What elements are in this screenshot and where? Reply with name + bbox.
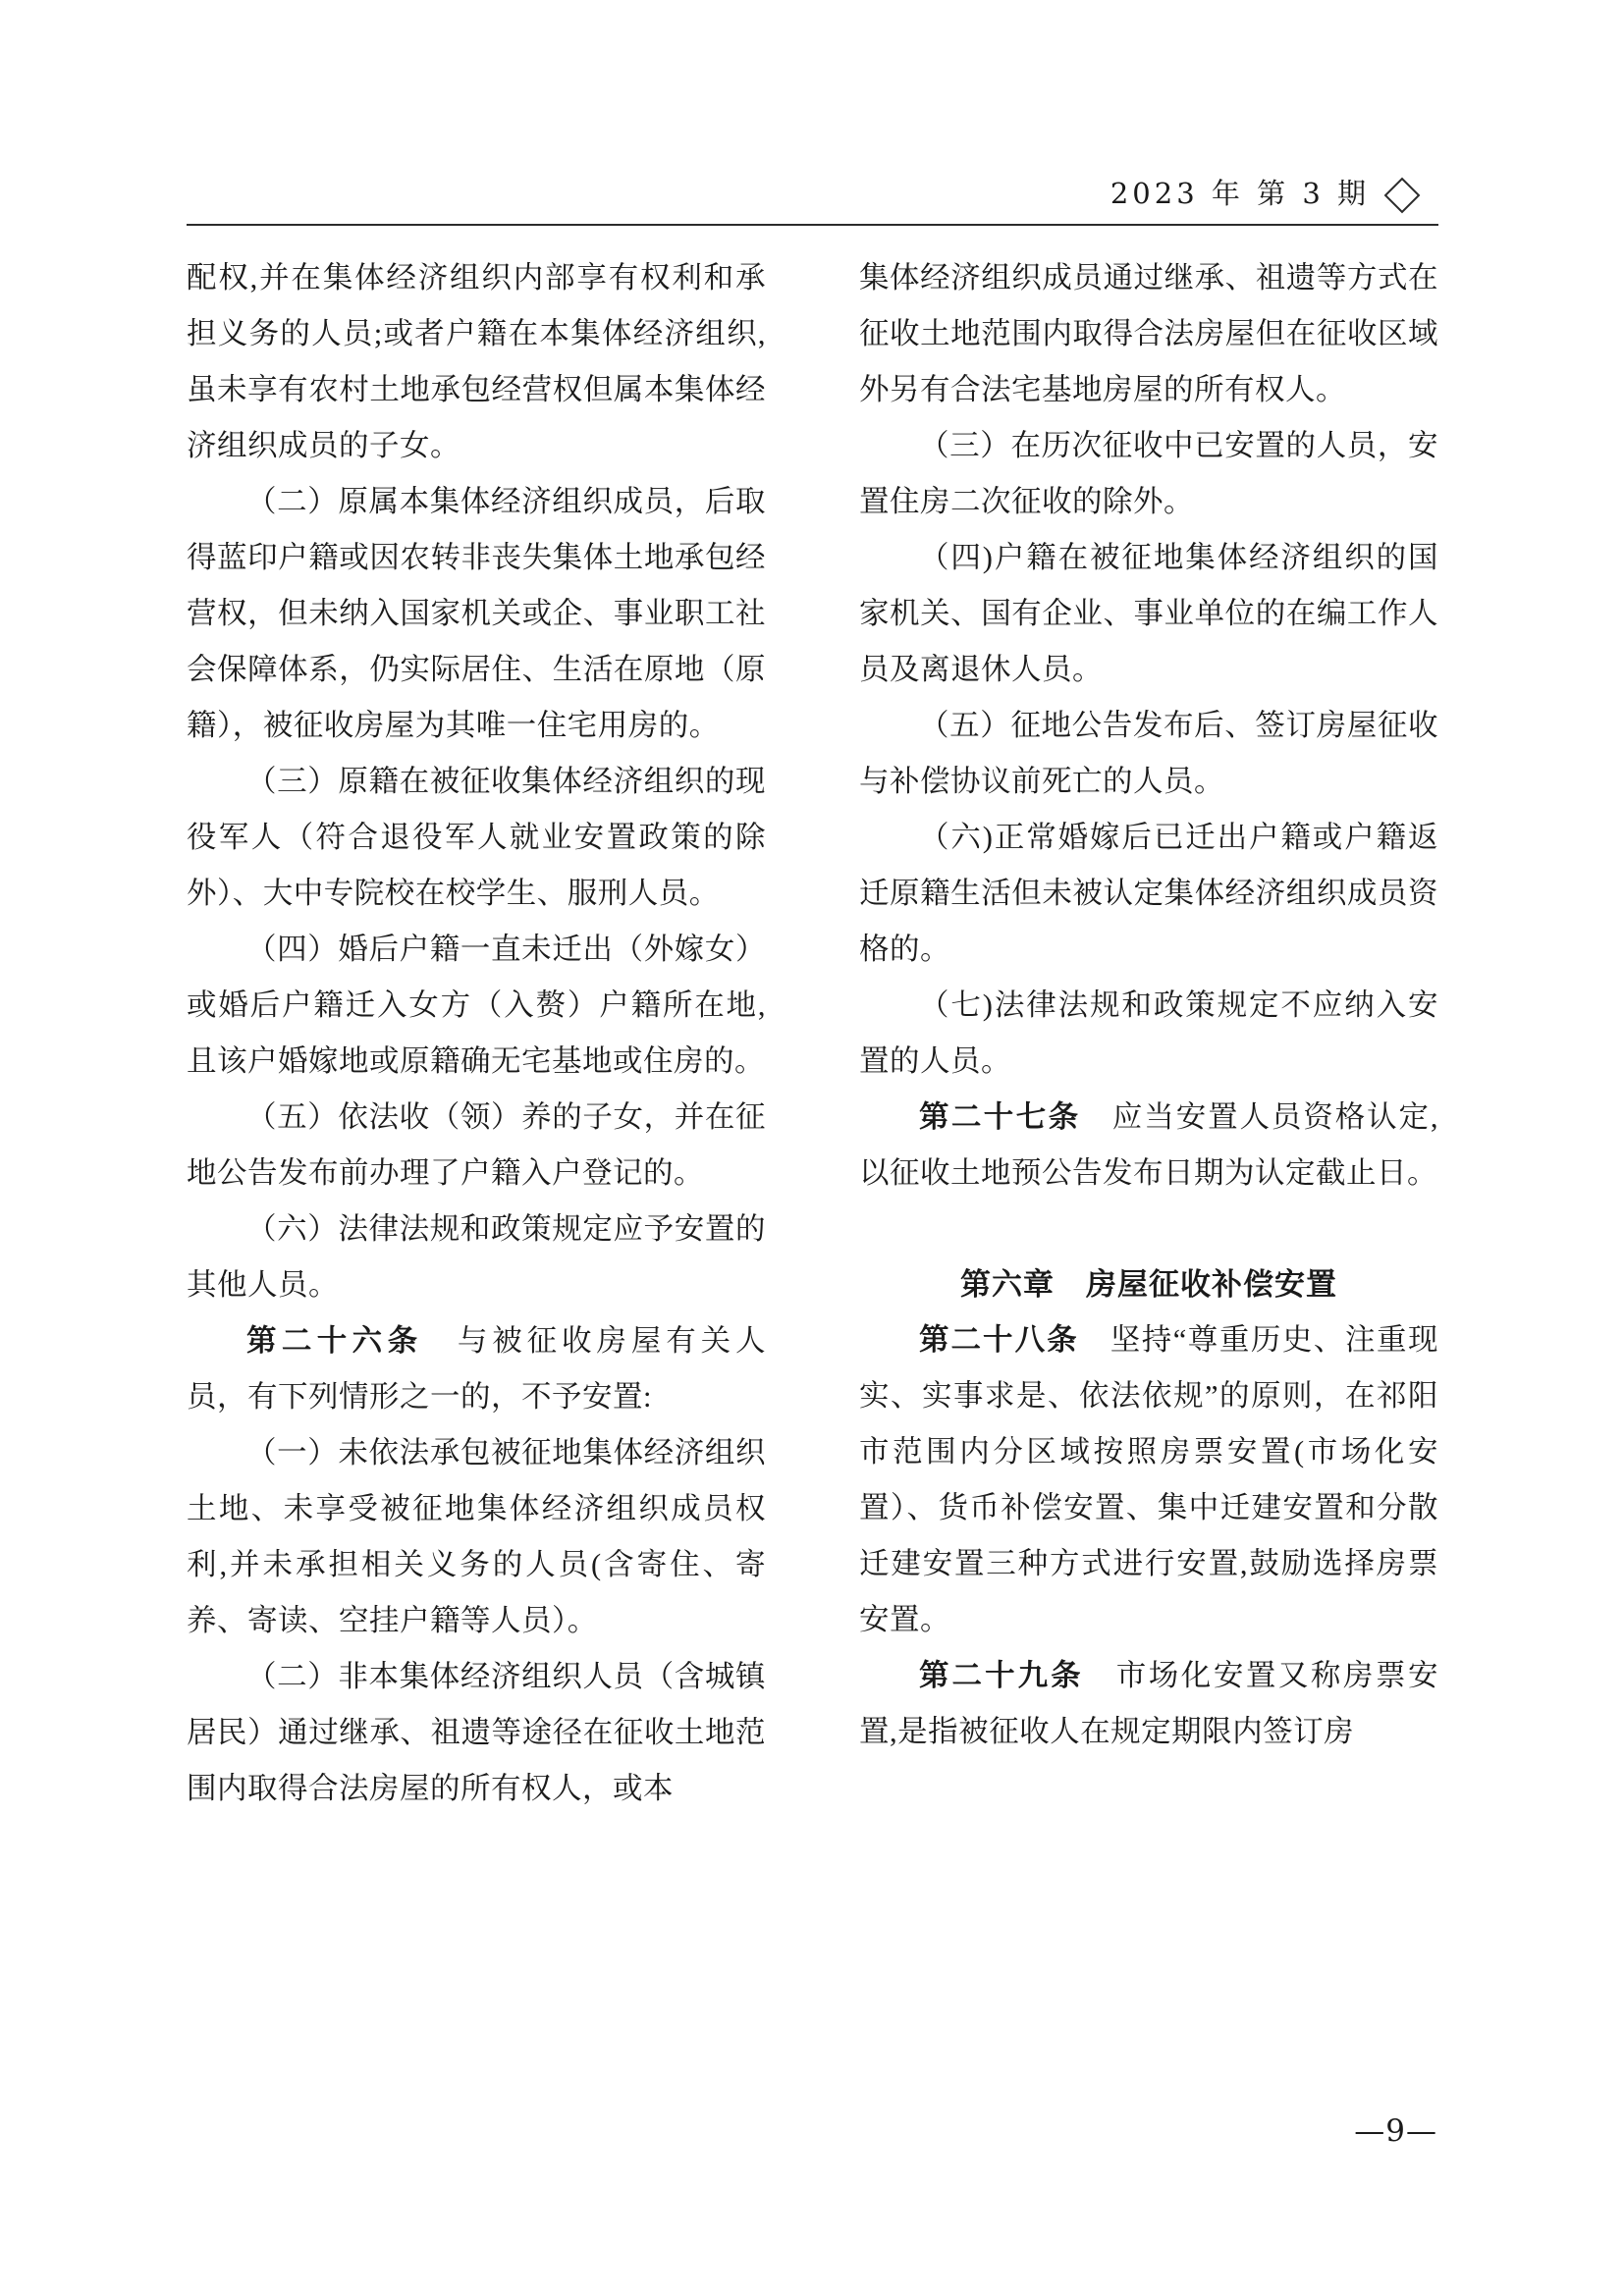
article-26-text: 与被征收房屋有关人员，有下列情形之一的，不予安置:: [187, 1324, 767, 1414]
diamond-icon: [1384, 178, 1421, 214]
article-26-label: 第二十六条: [246, 1324, 423, 1358]
article-28: [859, 1312, 1438, 1648]
paragraph: （五）依法收（领）养的子女，并在征地公告发布前办理了户籍入户登记的。: [187, 1100, 766, 1190]
article-29-text: 市场化安置又称房票安置,是指被征收人在规定期限内签订房: [859, 1659, 1439, 1748]
paragraph: （二）原属本集体经济组织成员，后取得蓝印户籍或因农转非丧失集体土地承包经营权，但未纳入国家机关或企、事业职工社会保障体系，仍实际居住、生活在原地（原籍），被征收房屋为其唯一住宅用房的。: [187, 485, 766, 742]
article-27: [859, 1090, 1438, 1201]
paragraph: （六）法律法规和政策规定应予安置的其他人员。: [187, 1212, 766, 1302]
paragraph: （三）在历次征收中已安置的人员，安置住房二次征收的除外。: [859, 429, 1438, 518]
paragraph: （六)正常婚嫁后已迁出户籍或户籍返迁原籍生活但未被认定集体经济组织成员资格的。: [859, 821, 1438, 966]
paragraph: （七)法律法规和政策规定不应纳入安置的人员。: [859, 988, 1438, 1078]
paragraph: （四)户籍在被征地集体经济组织的国家机关、国有企业、事业单位的在编工作人员及离退休人员。: [859, 541, 1438, 686]
body-columns: [187, 250, 1438, 1817]
article-28-label: 第二十八条: [919, 1323, 1079, 1357]
article-29-label: 第二十九条: [919, 1659, 1084, 1692]
article-29: [859, 1648, 1438, 1760]
article-28-text: 坚持“尊重历史、注重现实、实事求是、依法依规”的原则，在祁阳市范围内分区域按照房票安置(市场化安置）、货币补偿安置、集中迁建安置和分散迁建安置三种方式进行安置,鼓励选择房票安置。: [859, 1323, 1439, 1636]
right-column: [859, 250, 1438, 1817]
paragraph: （五）征地公告发布后、签订房屋征收与补偿协议前死亡的人员。: [859, 709, 1438, 798]
paragraph: 集体经济组织成员通过继承、祖遗等方式在征收土地范围内取得合法房屋但在征收区域外另有合法宅基地房屋的所有权人。: [859, 261, 1438, 406]
paragraph: （二）非本集体经济组织人员（含城镇居民）通过继承、祖遗等途径在征收土地范围内取得合法房屋的所有权人，或本: [187, 1660, 766, 1805]
issue-label: 2023 年 第 3 期: [1110, 177, 1370, 210]
article-27-text: 应当安置人员资格认定,以征收土地预公告发布日期为认定截止日。: [859, 1100, 1439, 1190]
page-number: —9—: [1354, 2113, 1437, 2149]
article-27-label: 第二十七条: [919, 1100, 1081, 1134]
page-header: [187, 167, 1438, 226]
chapter-heading: 第六章 房屋征收补偿安置: [960, 1267, 1337, 1302]
header-rule: [187, 224, 1438, 226]
paragraph: （四）婚后户籍一直未迁出（外嫁女）或婚后户籍迁入女方（入赘）户籍所在地,且该户婚嫁地或原籍确无宅基地或住房的。: [187, 933, 766, 1078]
paragraph: （三）原籍在被征收集体经济组织的现役军人（符合退役军人就业安置政策的除外）、大中专院校在校学生、服刑人员。: [187, 765, 766, 910]
left-column: [187, 250, 766, 1817]
article-26: [187, 1313, 766, 1425]
paragraph: 配权,并在集体经济组织内部享有权利和承担义务的人员;或者户籍在本集体经济组织,虽未享有农村土地承包经营权但属本集体经济组织成员的子女。: [187, 261, 766, 462]
paragraph: （一）未依法承包被征地集体经济组织土地、未享受被征地集体经济组织成员权利,并未承担相关义务的人员(含寄住、寄养、寄读、空挂户籍等人员）。: [187, 1436, 766, 1637]
